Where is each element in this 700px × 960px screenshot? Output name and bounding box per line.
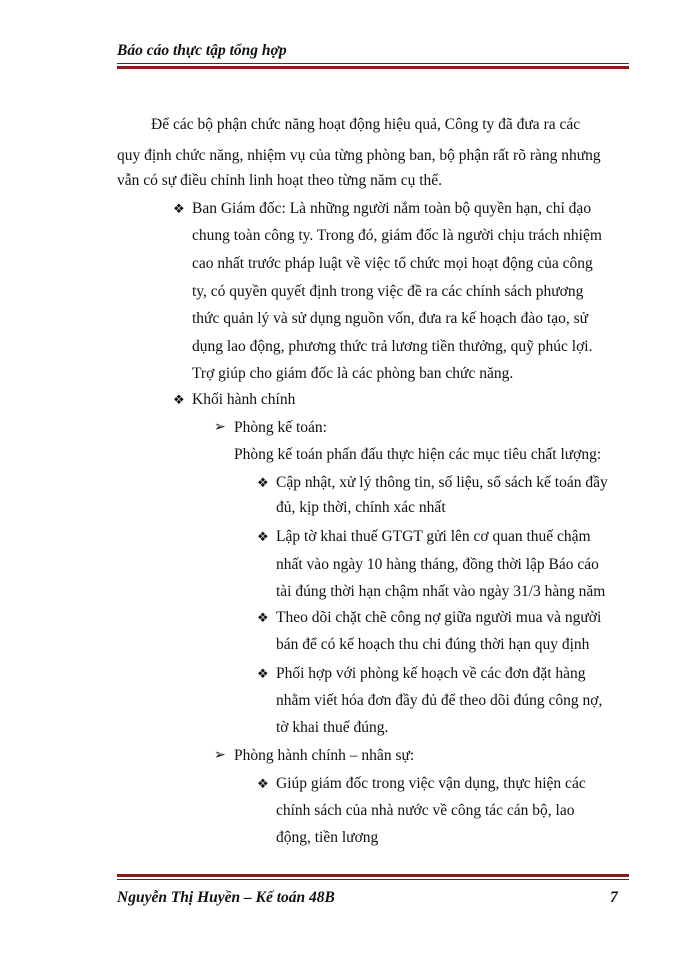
- ke-toan-item-line: Cập nhật, xử lý thông tin, số liệu, sổ sách kế toán đầy: [276, 474, 608, 491]
- ke-toan-item-line: tờ khai thuế đúng.: [276, 719, 389, 736]
- footer-author: Nguyễn Thị Huyền – Kế toán 48B: [117, 889, 335, 906]
- ke-toan-item-line: nhất vào ngày 10 hàng tháng, đồng thời lập Báo cáo: [276, 556, 599, 573]
- intro-line: vẫn có sự điều chỉnh linh hoạt theo từng năm cụ thể.: [117, 172, 443, 189]
- ke-toan-item-line: bán để có kế hoạch thu chi đúng thời hạn quy định: [276, 636, 590, 653]
- diamond-bullet-icon: ❖: [257, 776, 269, 791]
- ban-giam-doc-line: cao nhất trước pháp luật về việc tổ chức mọi hoạt động của công: [192, 255, 593, 272]
- ban-giam-doc-line: chung toàn công ty. Trong đó, giám đốc là người chịu trách nhiệm: [192, 227, 602, 244]
- hanh-chinh-item-line: động, tiền lương: [276, 829, 379, 846]
- diamond-bullet-icon: ❖: [257, 529, 269, 544]
- footer-rule-thick: [117, 874, 629, 877]
- ke-toan-item-line: Theo dõi chặt chẽ công nợ giữa người mua và người: [276, 609, 602, 626]
- ban-giam-doc-line: ty, có quyền quyết định trong việc đề ra các chính sách phương: [192, 283, 584, 300]
- ke-toan-item-line: nhằm viết hóa đơn đầy đủ để theo dõi đúng công nợ,: [276, 692, 603, 709]
- ke-toan-item-line: đủ, kịp thời, chính xác nhất: [276, 499, 446, 516]
- header-rule-thin: [117, 63, 629, 64]
- khoi-hanh-chinh-label: Khối hành chính: [192, 391, 296, 408]
- intro-line: Để các bộ phận chức năng hoạt động hiệu quả, Công ty đã đưa ra các: [151, 116, 581, 133]
- ban-giam-doc-line: Trợ giúp cho giám đốc là các phòng ban chức năng.: [192, 365, 514, 382]
- hanh-chinh-item-line: chính sách của nhà nước về công tác cán bộ, lao: [276, 802, 575, 819]
- page-number: 7: [610, 889, 618, 906]
- diamond-bullet-icon: ❖: [257, 610, 269, 625]
- ke-toan-item-line: tài đúng thời hạn chậm nhất vào ngày 31/3 hàng năm: [276, 583, 606, 600]
- diamond-bullet-icon: ❖: [257, 666, 269, 681]
- phong-ke-toan-title: Phòng kế toán:: [234, 419, 327, 436]
- header-title: Báo cáo thực tập tổng hợp: [117, 42, 287, 59]
- intro-line: quy định chức năng, nhiệm vụ của từng phòng ban, bộ phận rất rõ ràng nhưng: [117, 147, 601, 164]
- diamond-bullet-icon: ❖: [173, 392, 185, 407]
- footer-rule-thin: [117, 879, 629, 880]
- phong-hanh-chinh-title: Phòng hành chính – nhân sự:: [234, 747, 415, 764]
- ban-giam-doc-line: thức quản lý và sử dụng nguồn vốn, đưa ra kế hoạch đào tạo, sử: [192, 310, 589, 327]
- hanh-chinh-item-line: Giúp giám đốc trong việc vận dụng, thực hiện các: [276, 775, 586, 792]
- ban-giam-doc-line: Ban Giám đốc: Là những người nắm toàn bộ quyền hạn, chỉ đạo: [192, 200, 592, 217]
- ban-giam-doc-line: dụng lao động, phương thức trả lương tiền thưởng, quỹ phúc lợi.: [192, 338, 593, 355]
- arrow-bullet-icon: ➢: [214, 748, 226, 763]
- phong-ke-toan-intro: Phòng kế toán phấn đấu thực hiện các mục tiêu chất lượng:: [234, 446, 602, 463]
- arrow-bullet-icon: ➢: [214, 420, 226, 435]
- diamond-bullet-icon: ❖: [173, 201, 185, 216]
- diamond-bullet-icon: ❖: [257, 475, 269, 490]
- ke-toan-item-line: Phối hợp với phòng kế hoạch về các đơn đặt hàng: [276, 665, 586, 682]
- header-rule-thick: [117, 66, 629, 69]
- ke-toan-item-line: Lập tờ khai thuế GTGT gửi lên cơ quan thuế chậm: [276, 528, 591, 545]
